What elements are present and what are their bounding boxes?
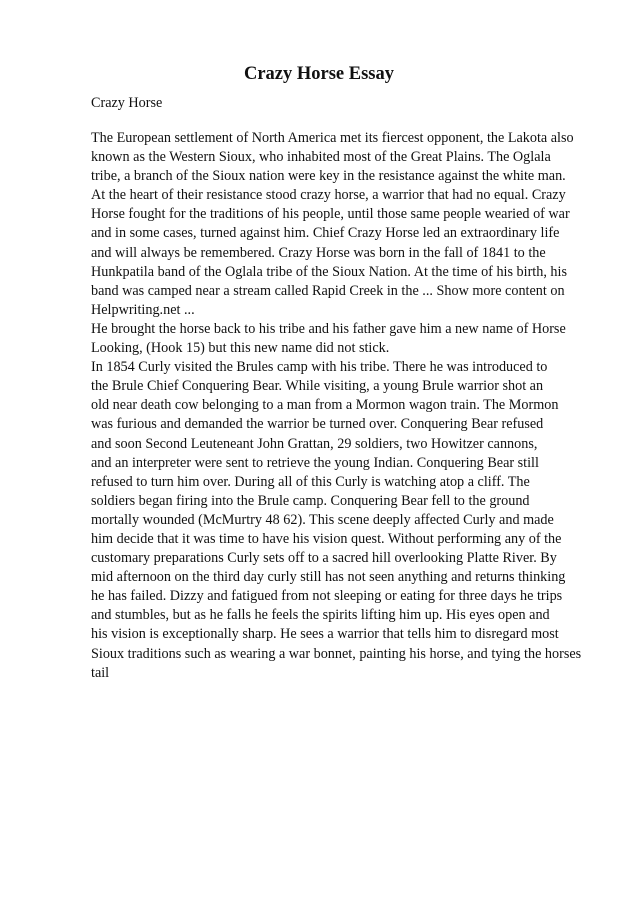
essay-line: and will always be remembered. Crazy Horse was born in the fall of 1841 to the xyxy=(91,244,546,261)
essay-line: him decide that it was time to have his vision quest. Without performing any of the xyxy=(91,530,562,547)
essay-line: refused to turn him over. During all of this Curly is watching atop a cliff. The xyxy=(91,473,530,490)
essay-line: and an interpreter were sent to retrieve the young Indian. Conquering Bear still xyxy=(91,454,539,471)
essay-line: and soon Second Leuteneant John Grattan, 29 soldiers, two Howitzer cannons, xyxy=(91,435,538,452)
essay-line: customary preparations Curly sets off to a sacred hill overlooking Platte River. By xyxy=(91,550,557,567)
essay-line: The European settlement of North America met its fiercest opponent, the Lakota also xyxy=(91,130,574,146)
essay-line: mortally wounded (McMurtry 48 62). This scene deeply affected Curly and made xyxy=(91,511,554,528)
essay-line: band was camped near a stream called Rapid Creek in the ... Show more content on xyxy=(91,282,565,299)
essay-line: Sioux traditions such as wearing a war bonnet, painting his horse, and tying the horses xyxy=(91,645,582,662)
essay-line: mid afternoon on the third day curly still has not seen anything and returns thinking xyxy=(91,569,566,586)
essay-line: and in some cases, turned against him. Chief Crazy Horse led an extraordinary life xyxy=(91,225,560,242)
essay-line: In 1854 Curly visited the Brules camp with his tribe. There he was introduced to xyxy=(91,359,548,376)
essay-line: tribe, a branch of the Sioux nation were key in the resistance against the white man. xyxy=(91,168,566,185)
essay-line: he has failed. Dizzy and fatigued from not sleeping or eating for three days he trips xyxy=(91,588,563,605)
essay-line: the Brule Chief Conquering Bear. While visiting, a young Brule warrior shot an xyxy=(91,378,544,395)
essay-line: known as the Western Sioux, who inhabited most of the Great Plains. The Oglala xyxy=(91,149,551,166)
essay-line: his vision is exceptionally sharp. He sees a warrior that tells him to disregard most xyxy=(91,626,559,643)
essay-body xyxy=(91,129,601,683)
essay-line: Horse fought for the traditions of his people, until those same people wearied of war xyxy=(91,206,570,223)
essay-line: At the heart of their resistance stood crazy horse, a warrior that had no equal. Crazy xyxy=(91,187,566,204)
essay-line: Helpwriting.net ... xyxy=(91,301,195,318)
essay-line: soldiers began firing into the Brule camp. Conquering Bear fell to the ground xyxy=(91,492,530,509)
essay-line: Looking, (Hook 15) but this new name did not stick. xyxy=(91,340,390,357)
essay-line: and stumbles, but as he falls he feels the spirits lifting him up. His eyes open and xyxy=(91,607,550,624)
essay-line: Hunkpatila band of the Oglala tribe of the Sioux Nation. At the time of his birth, his xyxy=(91,263,567,280)
essay-line: old near death cow belonging to a man from a Mormon wagon train. The Mormon xyxy=(91,397,559,414)
essay-line: tail xyxy=(91,664,110,681)
essay-line: He brought the horse back to his tribe and his father gave him a new name of Horse xyxy=(91,320,566,337)
essay-line: was furious and demanded the warrior be turned over. Conquering Bear refused xyxy=(91,416,544,433)
document-subtitle: Crazy Horse xyxy=(91,95,163,111)
document-title: Crazy Horse Essay xyxy=(243,64,395,84)
